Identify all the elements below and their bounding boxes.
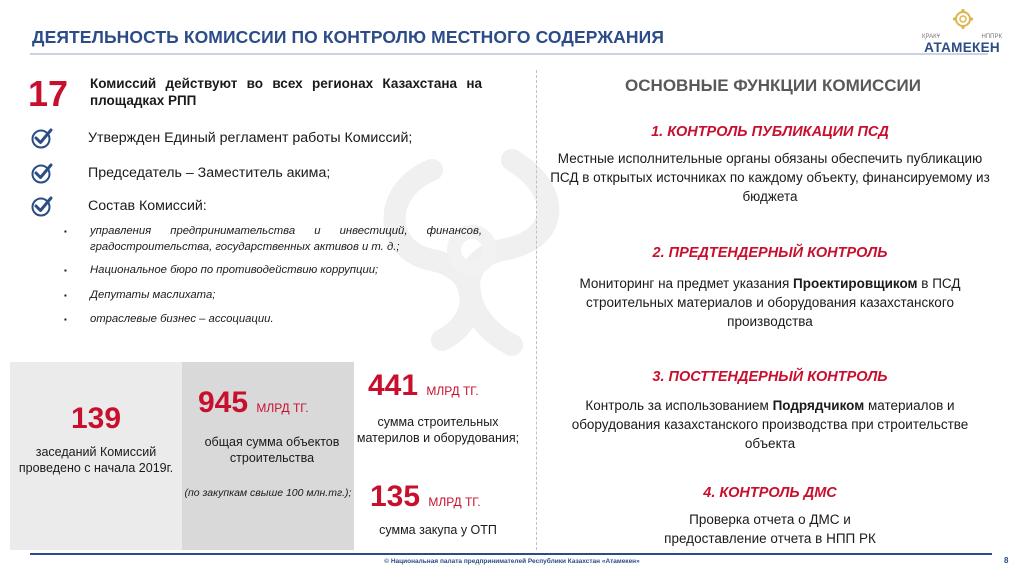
bullet-marker: ▪ [64,315,67,324]
list-item [64,224,482,255]
list-item [64,312,482,328]
stat-box-total [182,362,354,550]
total-note: (по закупкам свыше 100 млн.тг.); [184,487,352,499]
list-item [64,288,482,304]
composition-list [64,224,482,328]
function-title: 4. КОНТРОЛЬ ДМС [703,485,837,501]
list-item [64,263,482,279]
list-item-text: Национальное бюро по противодействию коррупции; [90,264,379,276]
otp-unit: МЛРД ТГ. [428,495,481,509]
list-item-text: Депутаты маслихата; [90,288,216,301]
function-text [545,396,995,453]
footer-rule [30,553,992,555]
function-text-part: Мониторинг на предмет указания [579,276,794,291]
check-item [30,126,500,150]
materials-amount [368,369,479,403]
stat-box-materials-otp [354,362,522,550]
materials-desc: сумма строительных материлов и оборудования; [356,415,520,445]
materials-unit: МЛРД ТГ. [426,384,479,398]
column-divider [536,70,537,550]
bullet-marker: ▪ [64,290,67,300]
function-title: 3. ПОСТТЕНДЕРНЫЙ КОНТРОЛЬ [652,369,888,385]
list-item-text: отраслевые бизнес – ассоциации. [90,313,274,325]
function-title: 1. КОНТРОЛЬ ПУБЛИКАЦИИ ПСД [651,124,889,140]
bullet-marker: ▪ [64,227,67,236]
check-text: Состав Комиссий: [88,198,207,214]
otp-amount [370,480,481,514]
list-item-text: управления предпринимательства и инвестиций, финансов, градостроительства, государственных активов и т. д.; [90,225,482,253]
check-text: Председатель – Заместитель акима; [88,165,331,181]
title-underline [30,53,988,55]
footer-copyright: © Национальная палата предпринимателей Республики Казахстан «Атамекен» [384,558,640,565]
function-text-part: в ПСД строительных материалов и оборудования казахстанского производства [586,276,961,329]
function-text-part: Контроль за использованием [585,398,773,413]
function-text-bold: Проектировщиком [793,276,918,291]
header [0,0,1024,62]
functions-heading: ОСНОВНЫЕ ФУНКЦИИ КОМИССИИ [625,76,921,95]
atameken-logo [912,8,1012,58]
function-text-part: Проверка отчета о ДМС и предоставление отчета в НПП РК [664,512,876,546]
checkmark-circle-icon [30,194,54,218]
bullet-marker: ▪ [64,266,67,275]
sessions-value: 139 [70,402,122,435]
function-text-bold: Подрядчиком [772,398,865,413]
otp-value: 135 [370,480,421,513]
check-item [30,194,500,218]
check-item [30,161,500,185]
total-unit: МЛРД ТГ. [256,401,309,415]
total-desc: общая сумма объектов строительства [204,435,340,465]
function-text [545,510,995,548]
total-value: 945 [198,386,249,419]
commission-count: 17 [28,73,69,114]
stat-box-sessions [10,362,182,550]
atameken-emblem-icon [952,8,974,30]
checkmark-circle-icon [30,126,54,150]
logo-sub-right: НППРК [981,34,1002,40]
function-text [545,149,995,206]
function-title: 2. ПРЕДТЕНДЕРНЫЙ КОНТРОЛЬ [652,245,888,261]
materials-value: 441 [368,369,419,402]
checkmark-circle-icon [30,161,54,185]
intro-text: Комиссий действуют во всех регионах Казахстана на площадках РПП [90,76,482,108]
page-number: 8 [1004,556,1009,565]
logo-sub-left: ҚРАКҰ [922,34,940,40]
page-title: ДЕЯТЕЛЬНОСТЬ КОМИССИИ ПО КОНТРОЛЮ МЕСТНОГО СОДЕРЖАНИЯ [32,27,665,47]
sessions-desc: заседаний Комиссий проведено с начала 2019г. [18,445,174,475]
function-text [545,274,995,331]
logo-name: АТАМЕКЕН [924,40,1000,55]
function-text-part: материалов и оборудования казахстанского производства при строительстве объекта [571,398,969,451]
function-text-part: Местные исполнительные органы обязаны обеспечить публикацию ПСД в открытых источниках по каждому объекту, финансируемому из бюджета [550,151,990,204]
check-text: Утвержден Единый регламент работы Комиссий; [88,130,413,146]
otp-desc: сумма закупа у ОТП [379,523,497,537]
total-amount [198,386,309,420]
